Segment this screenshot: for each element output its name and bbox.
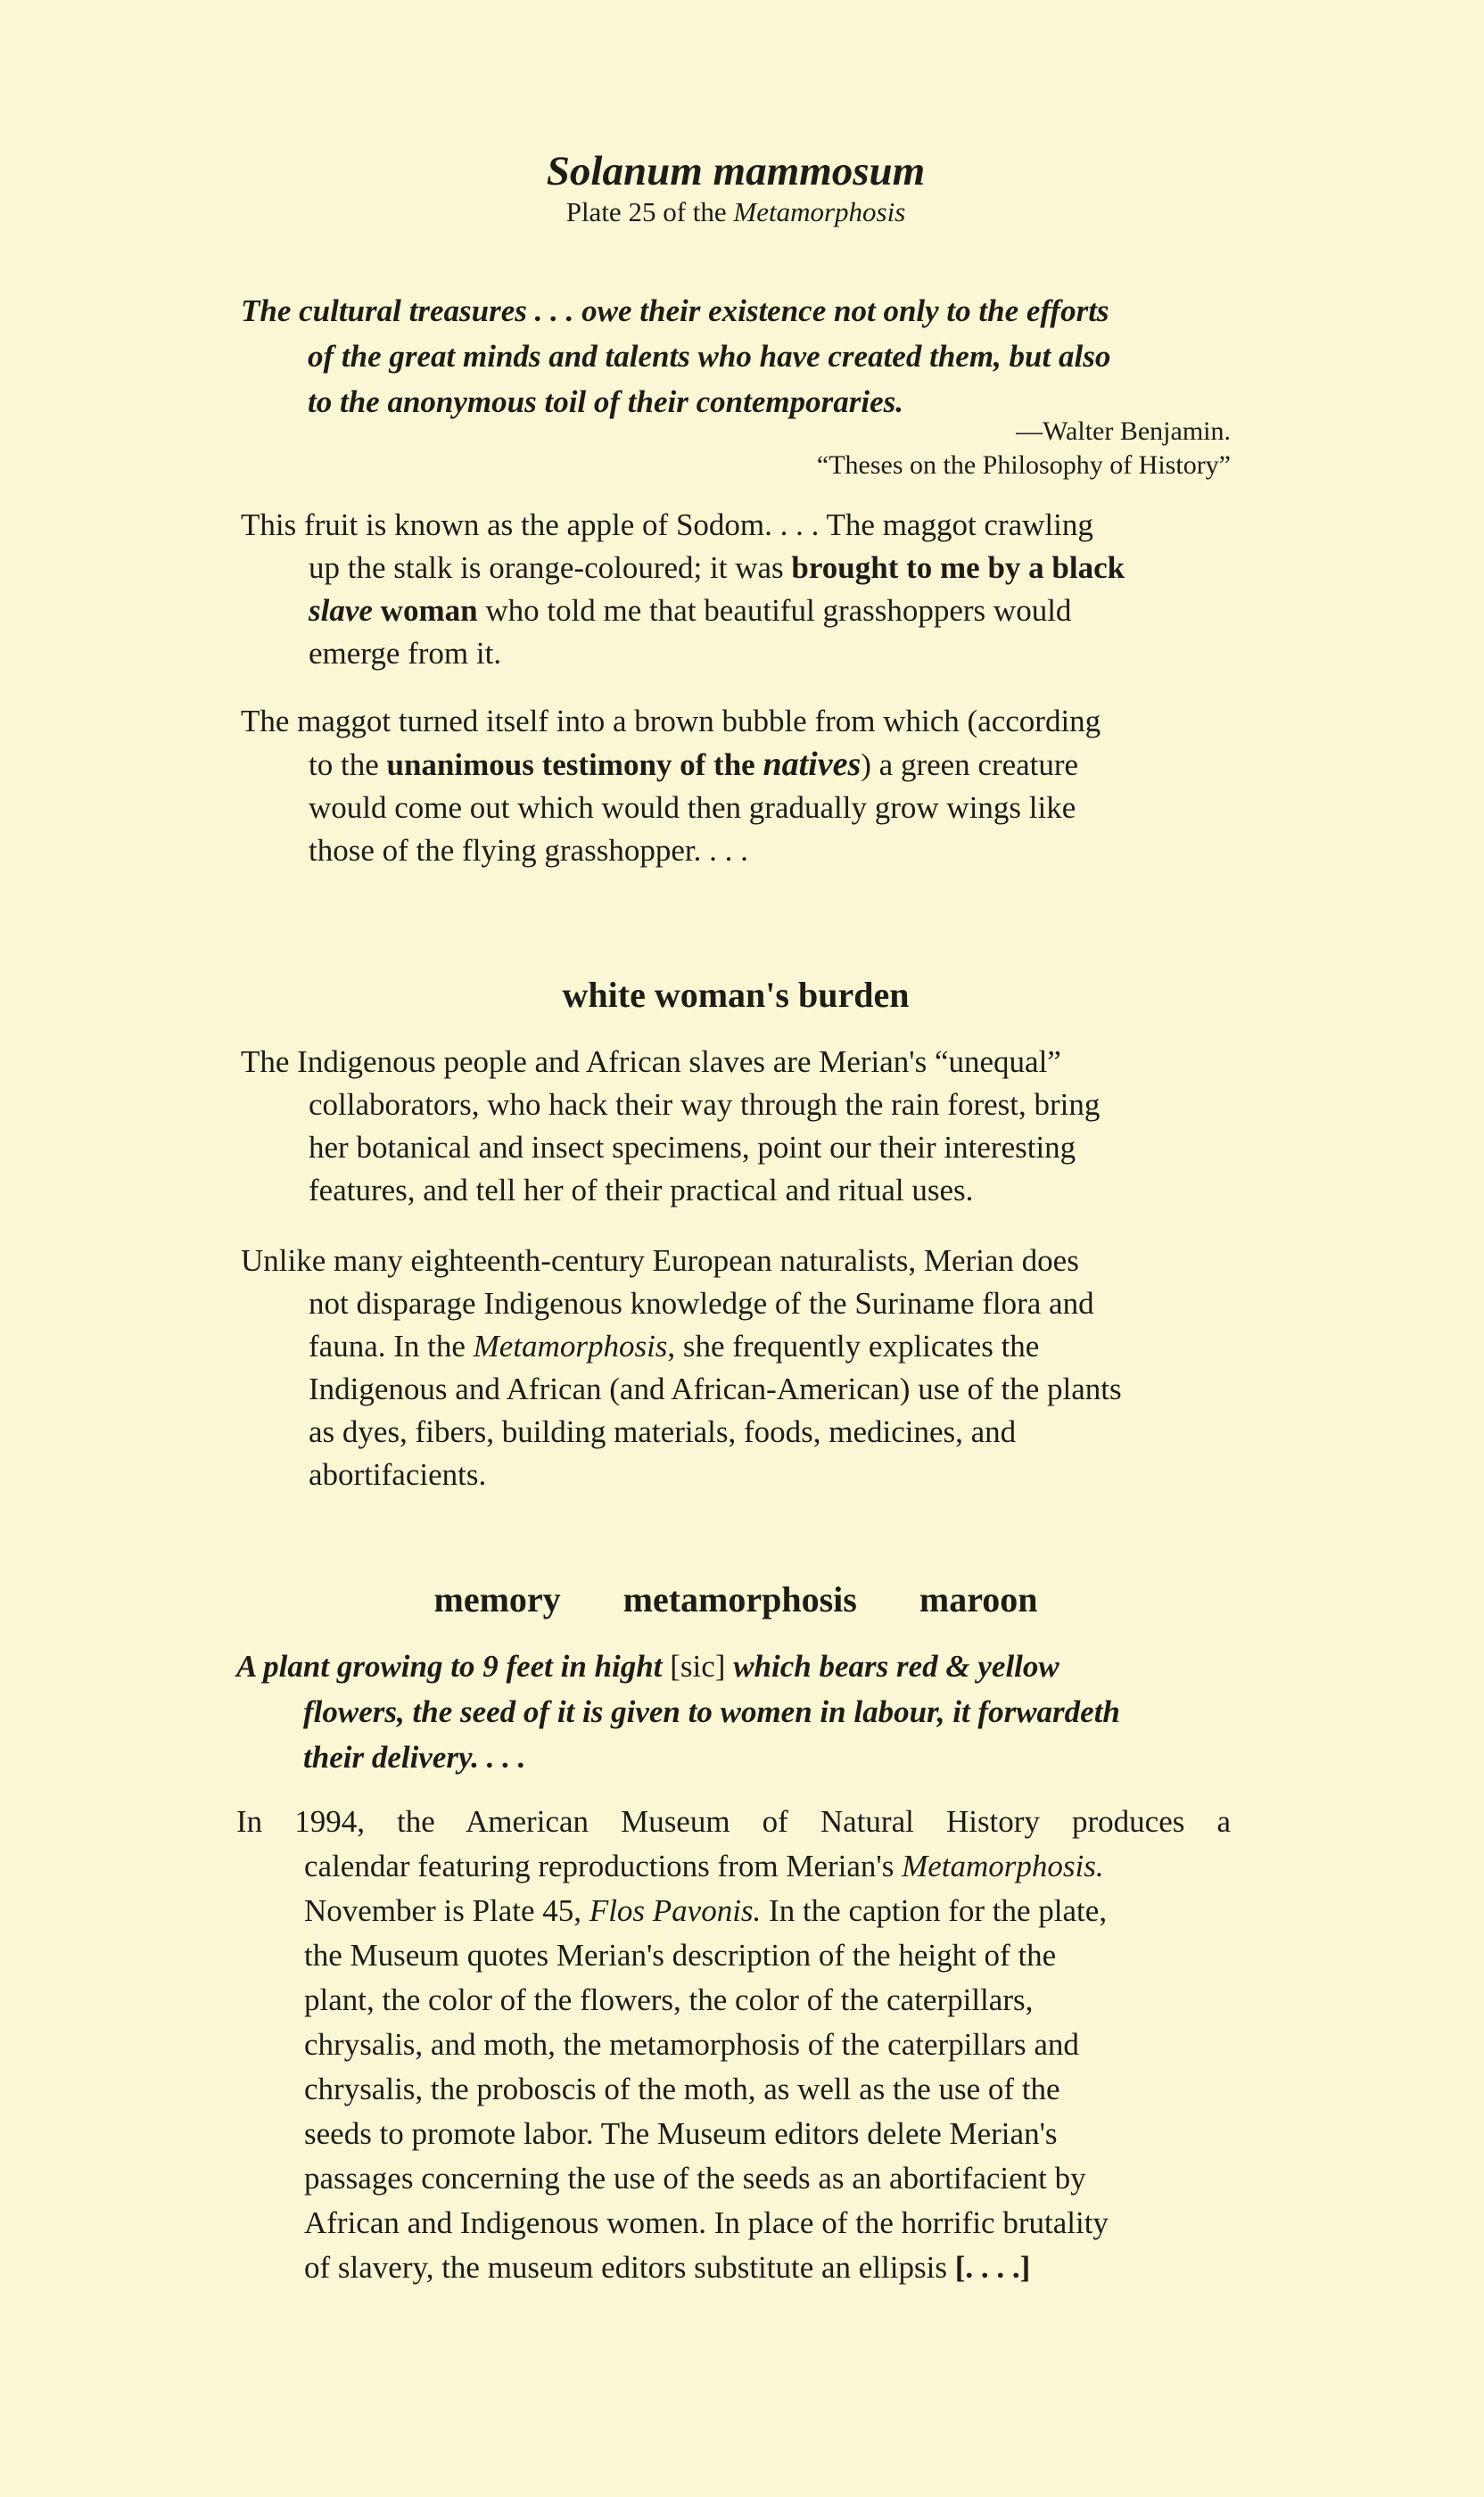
paragraph-line: not disparage Indigenous knowledge of the Suriname flora and [309, 1286, 1094, 1321]
text-run: In the caption for the plate, [761, 1893, 1108, 1928]
emphasis-bold: unanimous testimony of the [386, 747, 763, 782]
section-heading-memory [0, 1578, 1472, 1620]
paragraph-line: features, and tell her of their practical and ritual uses. [309, 1173, 974, 1207]
merian-passage-1 [241, 504, 1231, 675]
section1-paragraph-1 [241, 1041, 1231, 1212]
emphasis-bold: brought to me by a black [791, 550, 1125, 585]
paragraph-line: would come out which would then gradually grow wings like [309, 790, 1076, 825]
paragraph-line: the Museum quotes Merian's description of the height of the [304, 1938, 1057, 1973]
emphasis-bold-italic: slave [309, 593, 373, 628]
paragraph-line: In 1994, the American Museum of Natural History produces a [236, 1804, 1231, 1839]
paragraph-line: those of the flying grasshopper. . . . [309, 833, 748, 868]
section2-paragraph [236, 1800, 1231, 2290]
text-run: up the stalk is orange-coloured; it was [309, 550, 792, 585]
heading-word: maroon [919, 1579, 1038, 1619]
ellipsis-bracket: [. . . .] [954, 2250, 1031, 2285]
book-title: Metamorphosis. [902, 1849, 1104, 1883]
text-run: who told me that beautiful grasshoppers would [477, 593, 1072, 628]
paragraph-line [236, 2246, 1231, 2290]
epigraph-line: to the anonymous toil of their contemporaries. [308, 384, 903, 419]
paragraph-line: Indigenous and African (and African-American) use of the plants [309, 1372, 1122, 1406]
paragraph-line [236, 1844, 1231, 1889]
paragraph-line [241, 1325, 1231, 1368]
paragraph-line: African and Indigenous women. In place of the horrific brutality [304, 2205, 1109, 2240]
epigraph-line: of the great minds and talents who have created them, but also [308, 339, 1111, 374]
paragraph-line: The Indigenous people and African slaves are Merian's “unequal” [241, 1044, 1061, 1079]
paragraph-line: Unlike many eighteenth-century European naturalists, Merian does [241, 1243, 1079, 1278]
merian-passage-2 [241, 700, 1231, 872]
epigraph-line: The cultural treasures . . . owe their existence not only to the efforts [241, 293, 1109, 328]
text-run: A plant growing to 9 feet in hight [236, 1649, 663, 1684]
paragraph-line: plant, the color of the flowers, the color of the caterpillars, [304, 1982, 1034, 2017]
text-run: to the [309, 747, 387, 782]
text-run: fauna. In the [309, 1329, 474, 1364]
quote-line: their delivery. . . . [303, 1740, 526, 1775]
attribution-author: —Walter Benjamin. [1016, 416, 1231, 446]
quote-line [236, 1644, 1226, 1689]
paragraph-line: abortifacients. [309, 1457, 487, 1492]
paragraph-line: collaborators, who hack their way through the rain forest, bring [309, 1087, 1101, 1122]
heading-word: metamorphosis [622, 1579, 857, 1619]
epigraph-attribution [241, 415, 1235, 482]
text-run: , she frequently explicates the [667, 1329, 1040, 1364]
text-run: calendar featuring reproductions from Merian's [304, 1849, 903, 1883]
plate-subtitle-book: Metamorphosis [733, 196, 906, 227]
paragraph-line [241, 589, 1231, 632]
merian-quote-flos-pavonis [236, 1644, 1226, 1780]
book-title: Metamorphosis [473, 1329, 668, 1364]
emphasis-bold-italic: natives [763, 746, 862, 783]
quote-line: flowers, the seed of it is given to women in labour, it forwardeth [303, 1694, 1120, 1729]
text-run: which bears red & yellow [733, 1649, 1059, 1684]
plate-title: Solanum mammosum [546, 148, 926, 194]
paragraph-line [236, 1889, 1231, 1933]
heading-word: memory [433, 1579, 561, 1619]
paragraph-line: as dyes, fibers, building materials, foods, medicines, and [309, 1414, 1017, 1449]
paragraph-line: chrysalis, the proboscis of the moth, as well as the use of the [304, 2072, 1060, 2106]
paragraph-line: This fruit is known as the apple of Sodom. . . . The maggot crawling [241, 507, 1093, 542]
plate-subtitle [0, 196, 1472, 228]
paragraph-line: passages concerning the use of the seeds as an abortifacient by [304, 2161, 1086, 2196]
paragraph-line: her botanical and insect specimens, point our their interesting [309, 1130, 1076, 1165]
paragraph-line [241, 547, 1231, 589]
paragraph-line: The maggot turned itself into a brown bubble from which (according [241, 704, 1101, 738]
text-run: of slavery, the museum editors substitute an ellipsis [304, 2250, 955, 2285]
epigraph-quote [241, 288, 1231, 424]
section1-paragraph-2 [241, 1240, 1231, 1496]
emphasis-bold: woman [372, 593, 478, 628]
paragraph-line: chrysalis, and moth, the metamorphosis of the caterpillars and [304, 2027, 1079, 2062]
paragraph-line: seeds to promote labor. The Museum editors delete Merian's [304, 2116, 1058, 2151]
section-heading-burden: white woman's burden [562, 975, 910, 1015]
attribution-work: “Theses on the Philosophy of History” [816, 450, 1231, 480]
text-run: November is Plate 45, [304, 1893, 589, 1928]
plate-name: Flos Pavonis. [589, 1893, 762, 1928]
paragraph-line [241, 743, 1231, 787]
sic-note: [sic] [662, 1649, 734, 1684]
text-run: ) a green creature [861, 747, 1079, 782]
plate-subtitle-prefix: Plate 25 of the [565, 196, 734, 227]
paragraph-line: emerge from it. [309, 636, 502, 671]
